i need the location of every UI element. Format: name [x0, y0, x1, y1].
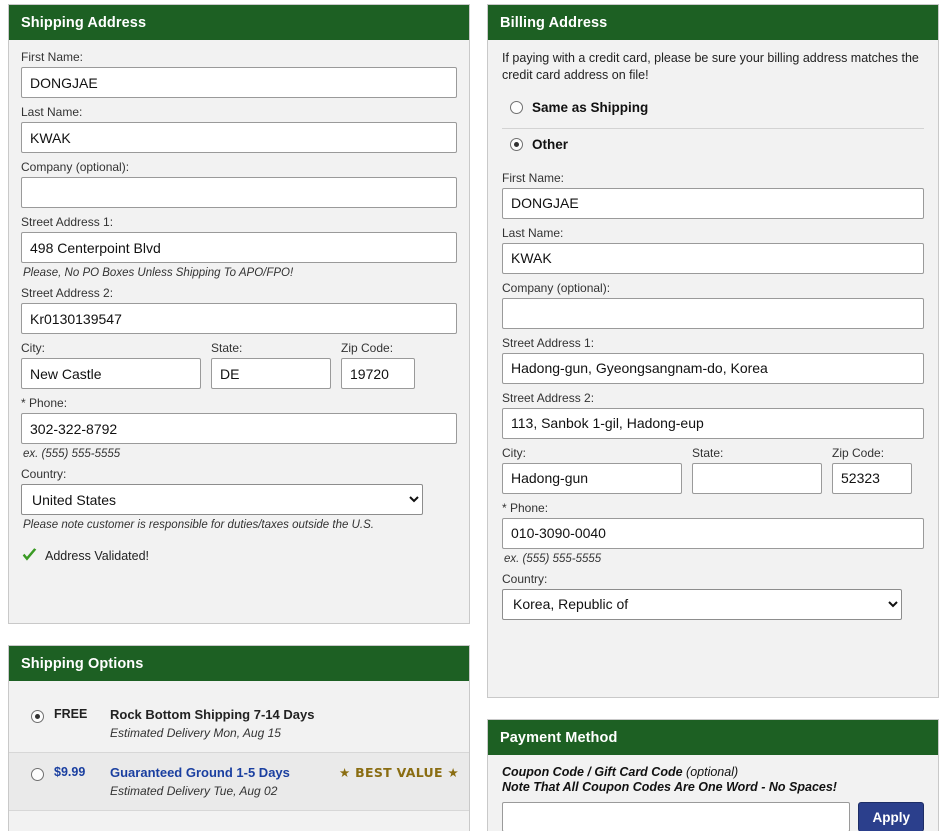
billing-city-input[interactable] — [502, 463, 682, 494]
green-check-icon — [21, 547, 38, 564]
shipping-option-radio-free[interactable] — [31, 710, 44, 723]
coupon-entry-row — [502, 802, 924, 831]
shipping-company-input[interactable] — [21, 177, 457, 208]
shipping-option-radio-ground[interactable] — [31, 768, 44, 781]
shipping-city-label: City: — [21, 341, 45, 355]
apply-coupon-button[interactable]: Apply — [858, 802, 924, 831]
shipping-address-header: Shipping Address — [9, 5, 469, 40]
shipping-city-input[interactable] — [21, 358, 201, 389]
billing-street1-label: Street Address 1: — [502, 335, 595, 350]
coupon-code-input[interactable] — [502, 802, 850, 831]
shipping-options-body — [9, 681, 469, 811]
billing-address-body — [488, 40, 938, 632]
billing-state-input[interactable] — [692, 463, 822, 494]
shipping-street1-label: Street Address 1: — [21, 215, 114, 229]
shipping-state-input[interactable] — [211, 358, 331, 389]
billing-other-label: Other — [532, 136, 569, 152]
shipping-duties-note: Please note customer is responsible for duties/taxes outside the U.S. — [23, 519, 374, 531]
coupon-code-label — [502, 765, 924, 779]
shipping-address-panel — [8, 4, 470, 624]
best-value-badge: ★ BEST VALUE ★ — [339, 765, 459, 780]
shipping-first-name-label: First Name: — [21, 50, 84, 64]
payment-method-body — [488, 755, 938, 831]
shipping-first-name-input[interactable] — [21, 67, 457, 98]
coupon-code-optional-text: (optional) — [686, 765, 739, 779]
billing-company-label: Company (optional): — [502, 280, 611, 295]
shipping-option-estimate: Estimated Delivery Tue, Aug 02 — [110, 784, 278, 798]
billing-street2-input[interactable] — [502, 408, 924, 439]
billing-first-name-input[interactable] — [502, 188, 924, 219]
billing-other-option[interactable] — [502, 133, 924, 156]
shipping-country-select[interactable] — [21, 484, 423, 515]
shipping-option-price: $9.99 — [54, 765, 86, 779]
billing-other-radio[interactable] — [510, 138, 523, 151]
payment-method-panel — [487, 719, 939, 831]
shipping-option-row[interactable] — [9, 695, 469, 753]
billing-street2-label: Street Address 2: — [502, 390, 595, 405]
billing-first-name-label: First Name: — [502, 170, 565, 185]
shipping-country-label: Country: — [21, 467, 67, 481]
address-validated-status — [21, 547, 457, 564]
shipping-option-row[interactable] — [9, 753, 469, 811]
shipping-option-estimate: Estimated Delivery Mon, Aug 15 — [110, 726, 281, 740]
shipping-street2-label: Street Address 2: — [21, 286, 114, 300]
billing-last-name-input[interactable] — [502, 243, 924, 274]
coupon-code-note: Note That All Coupon Codes Are One Word - No Spaces! — [502, 780, 837, 794]
billing-divider — [502, 128, 924, 129]
billing-zip-input[interactable] — [832, 463, 912, 494]
shipping-options-panel — [8, 645, 470, 831]
shipping-zip-label: Zip Code: — [341, 341, 394, 355]
billing-same-as-shipping-label: Same as Shipping — [532, 99, 649, 115]
billing-city-label: City: — [502, 445, 526, 460]
shipping-phone-input[interactable] — [21, 413, 457, 444]
shipping-address-body — [9, 40, 469, 574]
shipping-state-label: State: — [211, 341, 243, 355]
shipping-phone-label: * Phone: — [21, 396, 68, 410]
payment-method-header: Payment Method — [488, 720, 938, 755]
shipping-option-title: Guaranteed Ground 1-5 Days — [110, 765, 290, 780]
billing-street1-input[interactable] — [502, 353, 924, 384]
shipping-phone-format-note: ex. (555) 555-5555 — [23, 448, 121, 460]
billing-intro-text: If paying with a credit card, please be sure your billing address matches the credit card address on file! — [502, 51, 919, 82]
shipping-option-price: FREE — [54, 707, 88, 721]
billing-country-select[interactable] — [502, 589, 902, 620]
billing-address-panel — [487, 4, 939, 698]
billing-same-as-shipping-option[interactable] — [502, 96, 924, 119]
billing-state-label: State: — [692, 445, 724, 460]
shipping-zip-input[interactable] — [341, 358, 415, 389]
shipping-option-details — [110, 707, 459, 740]
billing-same-as-shipping-radio[interactable] — [510, 101, 523, 114]
address-validated-text: Address Validated! — [45, 548, 149, 563]
billing-phone-input[interactable] — [502, 518, 924, 549]
shipping-last-name-label: Last Name: — [21, 105, 83, 119]
billing-zip-label: Zip Code: — [832, 445, 885, 460]
shipping-options-header: Shipping Options — [9, 646, 469, 681]
billing-phone-label: * Phone: — [502, 500, 549, 515]
billing-last-name-label: Last Name: — [502, 225, 564, 240]
billing-phone-format-note: ex. (555) 555-5555 — [504, 552, 602, 565]
shipping-last-name-input[interactable] — [21, 122, 457, 153]
shipping-options-spacer — [9, 681, 469, 695]
shipping-po-box-note: Please, No PO Boxes Unless Shipping To APO/FPO! — [23, 267, 294, 279]
billing-country-label: Country: — [502, 571, 548, 586]
billing-spacer — [502, 156, 924, 164]
coupon-code-label-text: Coupon Code / Gift Card Code — [502, 765, 683, 779]
shipping-option-details — [110, 765, 331, 798]
shipping-street2-input[interactable] — [21, 303, 457, 334]
billing-address-header: Billing Address — [488, 5, 938, 40]
billing-company-input[interactable] — [502, 298, 924, 329]
shipping-company-label: Company (optional): — [21, 160, 130, 174]
shipping-street1-input[interactable] — [21, 232, 457, 263]
shipping-option-title: Rock Bottom Shipping 7-14 Days — [110, 707, 315, 722]
